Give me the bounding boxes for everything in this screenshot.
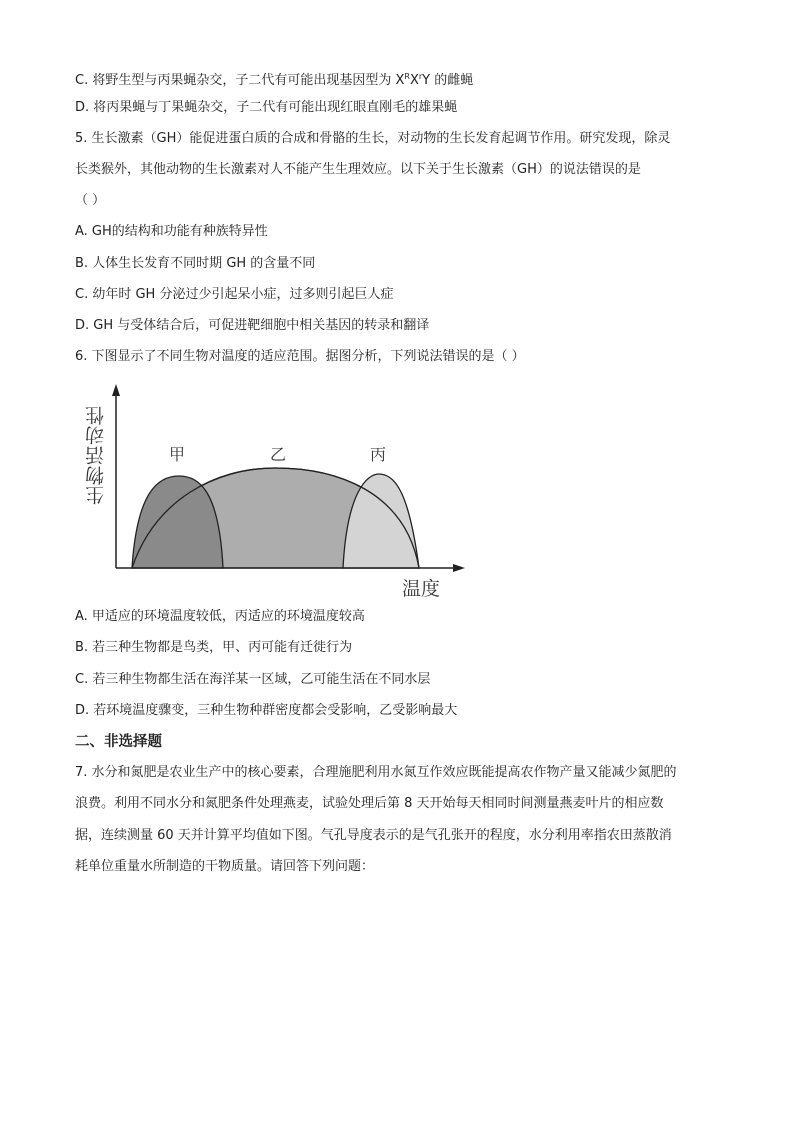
q4-option-c-sup2: r <box>418 72 423 81</box>
q5-option-d: D. GH 与受体结合后，可促进靶细胞中相关基因的转录和翻译 <box>75 318 430 333</box>
x-axis-label: 温度 <box>402 578 441 600</box>
q7-line4: 耗单位重量水所制造的干物质量。请回答下列问题： <box>75 859 375 874</box>
q6-option-a: A. 甲适应的环境温度较低，丙适应的环境温度较高 <box>75 609 365 624</box>
q4-option-c-text: C. 将野生型与丙果蝇杂交，子二代有可能出现基因型为 X <box>75 73 405 88</box>
q5-option-c: C. 幼年时 GH 分泌过少引起呆小症，过多则引起巨人症 <box>75 287 394 302</box>
figure-svg <box>75 380 475 600</box>
y-axis-arrow <box>112 384 120 396</box>
x-axis-arrow <box>453 564 465 572</box>
q5-option-b: B. 人体生长发育不同时期 GH 的含量不同 <box>75 256 316 271</box>
label-jia: 甲 <box>169 445 186 464</box>
q5-stem-line1: 5. 生长激素（GH）能促进蛋白质的合成和骨骼的生长，对动物的生长发育起调节作用。研究发现，除灵 <box>75 131 671 146</box>
q4-option-c-sup1: R <box>404 72 410 81</box>
q5-answer-blank: （ ） <box>75 193 106 208</box>
q5-option-a: A. GH的结构和功能有种族特异性 <box>75 224 268 239</box>
temperature-adaptation-figure <box>75 380 475 600</box>
q6-option-c: C. 若三种生物都生活在海洋某一区域，乙可能生活在不同水层 <box>75 672 431 687</box>
q4-option-c-end: Y 的雌蝇 <box>422 73 474 88</box>
q4-option-c <box>75 68 473 90</box>
q6-stem: 6. 下图显示了不同生物对温度的适应范围。据图分析，下列说法错误的是（ ） <box>75 349 525 364</box>
q7-line1: 7. 水分和氮肥是农业生产中的核心要素，合理施肥利用水氮互作效应既能提高农作物产量又能减少氮肥的 <box>75 765 677 780</box>
label-bing: 丙 <box>370 445 387 464</box>
q7-line3: 据，连续测量 60 天并计算平均值如下图。气孔导度表示的是气孔张开的程度，水分利用率指农田蒸散消 <box>75 828 672 843</box>
section-title: 二、非选择题 <box>75 734 162 750</box>
y-axis-label: 生物活动性 <box>85 405 107 505</box>
q7-line2: 浪费。利用不同水分和氮肥条件处理燕麦，试验处理后第 8 天开始每天相同时间测量燕麦叶片的相应数 <box>75 796 664 811</box>
q5-stem-line2: 长类猴外，其他动物的生长激素对人不能产生生理效应。以下关于生长激素（GH）的说法错误的是 <box>75 162 641 177</box>
label-yi: 乙 <box>270 445 287 464</box>
q4-option-c-mid: X <box>409 73 419 88</box>
q6-option-b: B. 若三种生物都是鸟类，甲、丙可能有迁徙行为 <box>75 640 353 655</box>
q6-option-d: D. 若环境温度骤变，三种生物种群密度都会受影响，乙受影响最大 <box>75 703 458 718</box>
q4-option-d: D. 将丙果蝇与丁果蝇杂交，子二代有可能出现红眼直刚毛的雄果蝇 <box>75 100 458 115</box>
